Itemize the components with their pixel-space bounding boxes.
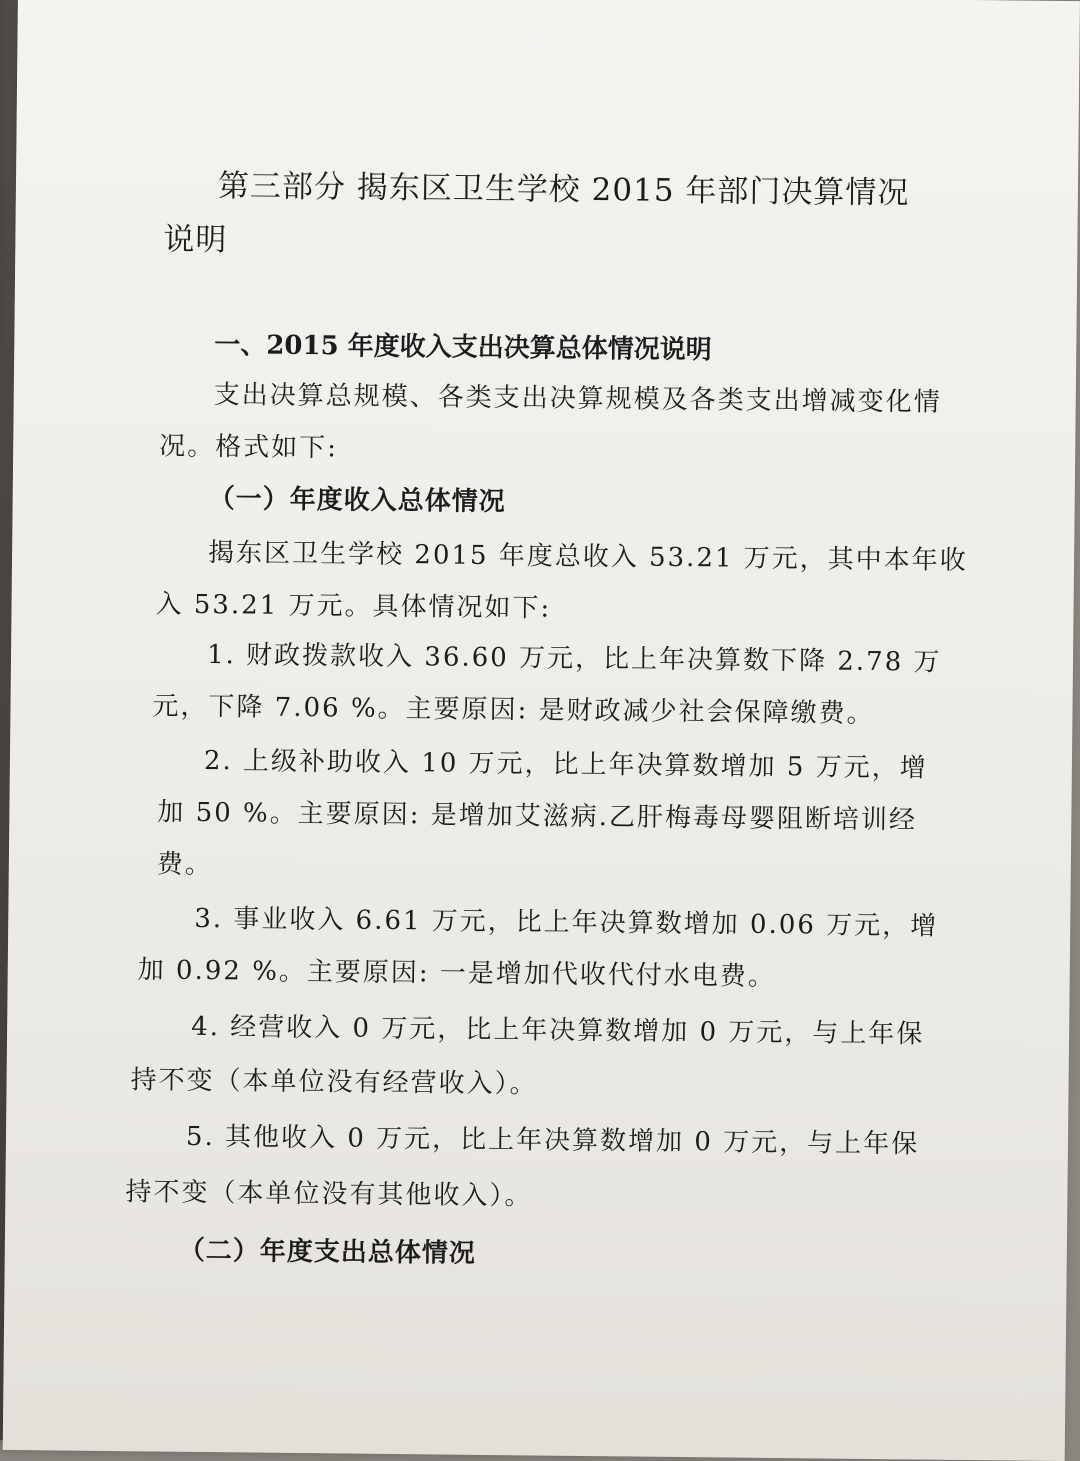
item-4-line-2: 持不变（本单位没有经营收入）。 [130, 1065, 538, 1100]
item-5-line-1: 5. 其他收入 0 万元，比上年决算数增加 0 万元，与上年保 [185, 1121, 920, 1160]
item-1-line-1: 1. 财政拨款收入 36.60 万元，比上年决算数下降 2.78 万 [206, 640, 942, 678]
subsection-heading-expenditure: （二）年度支出总体情况 [178, 1235, 476, 1269]
total-income-line-2: 入 53.21 万元。具体情况如下: [155, 589, 552, 624]
item-3-line-1: 3. 事业收入 6.61 万元，比上年决算数增加 0.06 万元，增 [194, 903, 939, 942]
item-3-line-2: 加 0.92 %。主要原因: 一是增加代收代付水电费。 [137, 955, 777, 992]
doc-title-line2: 说明 [163, 221, 228, 259]
total-income-line-1: 揭东区卫生学校 2015 年度总收入 53.21 万元，其中本年收 [207, 538, 968, 576]
intro-line-2: 况。格式如下: [159, 431, 339, 464]
document-page [3, 0, 1080, 1461]
intro-line-1: 支出决算总规模、各类支出决算规模及各类支出增减变化情 [213, 380, 942, 418]
section-heading: 一、2015 年度收入支出决算总体情况说明 [214, 330, 712, 366]
item-2-line-2: 加 50 %。主要原因: 是增加艾滋病.乙肝梅毒母婴阻断培训经 [157, 797, 918, 836]
subsection-heading-income: （一）年度收入总体情况 [208, 484, 506, 518]
item-2-line-1: 2. 上级补助收入 10 万元，比上年决算数增加 5 万元，增 [203, 745, 928, 784]
item-5-line-2: 持不变（本单位没有其他收入）。 [125, 1177, 533, 1212]
doc-title-line1: 第三部分 揭东区卫生学校 2015 年部门决算情况 [217, 168, 910, 212]
item-1-line-2: 元，下降 7.06 %。主要原因: 是财政减少社会保障缴费。 [152, 691, 875, 730]
item-4-line-1: 4. 经营收入 0 万元，比上年决算数增加 0 万元，与上年保 [190, 1011, 925, 1050]
item-2-line-3: 费。 [156, 849, 214, 881]
